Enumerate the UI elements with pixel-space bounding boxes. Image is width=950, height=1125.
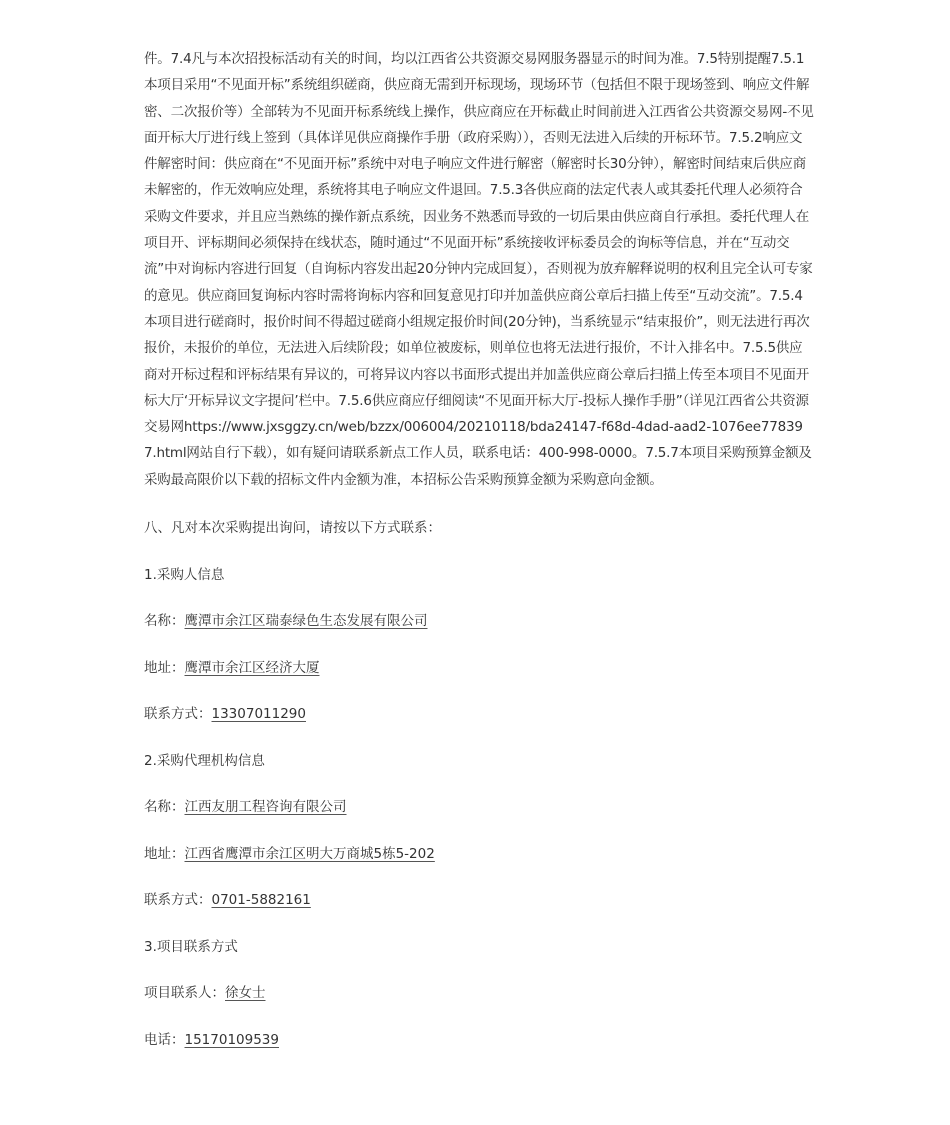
purchaser-name-label: 名称：: [144, 613, 185, 630]
purchaser-contact-row: [144, 704, 814, 724]
project-contact-heading: 3.项目联系方式: [144, 938, 238, 955]
agency-heading: 2.采购代理机构信息: [144, 752, 265, 769]
project-person-label: 项目联系人：: [144, 985, 225, 1002]
agency-name-row: [144, 797, 814, 817]
project-phone-value: 15170109539: [184, 1031, 279, 1048]
agency-contact-row: [144, 890, 814, 910]
agency-address-label: 地址：: [144, 845, 185, 862]
purchaser-address-label: 地址：: [144, 659, 185, 676]
purchaser-address-value: 鹰潭市余江区经济大厦: [184, 659, 320, 676]
purchaser-name-row: [144, 611, 814, 631]
purchaser-name-value: 鹰潭市余江区瑞泰绿色生态发展有限公司: [184, 613, 428, 630]
agency-name-label: 名称：: [144, 799, 185, 816]
agency-address-value: 江西省鹰潭市余江区明大万商城5栋5-202: [184, 845, 435, 862]
contact-section-heading: 八、凡对本次采购提出询问，请按以下方式联系：: [144, 520, 441, 537]
purchaser-heading: 1.采购人信息: [144, 566, 225, 583]
project-phone-row: [144, 1030, 814, 1050]
project-person-row: [144, 983, 814, 1003]
purchaser-contact-label: 联系方式：: [144, 706, 212, 723]
purchaser-address-row: [144, 658, 814, 678]
agency-name-value: 江西友朋工程咨询有限公司: [184, 799, 347, 816]
purchaser-contact-value: 13307011290: [211, 706, 306, 723]
agency-contact-label: 联系方式：: [144, 892, 212, 909]
notice-body-text: 件。7.4凡与本次招投标活动有关的时间，均以江西省公共资源交易网服务器显示的时间为准。7.5特别提醒7.5.1本项目采用“不见面开标”系统组织磋商，供应商无需到开标现场，现场环节（包括但不限于现场签到、响应文件解密、二次报价等）全部转为不见面开标系统线上操作，供应商应在开标截止时间前进入江西省公共资源交易网-不见面开标大厅进行线上签到（具体详见供应商操作手册（政府采购）），否则无法进入后续的开标环节。7.5.2响应文件解密时间：供应商在“不见面开标”系统中对电子响应文件进行解密（解密时长30分钟），解密时间结束后供应商未解密的，作无效响应处理，系统将其电子响应文件退回。7.5.3各供应商的法定代表人或其委托代理人必须符合采购文件要求，并且应当熟练的操作新点系统，因业务不熟悉而导致的一切后果由供应商自行承担。委托代理人在项目开、评标期间必须保持在线状态，随时通过“不见面开标”系统接收评标委员会的询标等信息，并在“互动交流”中对询标内容进行回复（自询标内容发出起20分钟内完成回复），否则视为放弃解释说明的权利且完全认可专家的意见。供应商回复询标内容时需将询标内容和回复意见打印并加盖供应商公章后扫描上传至“互动交流”。7.5.4本项目进行磋商时，报价时间不得超过磋商小组规定报价时间(20分钟)，当系统显示“结束报价”，则无法进行再次报价，未报价的单位，无法进入后续阶段；如单位被废标，则单位也将无法进行报价，不计入排名中。7.5.5供应商对开标过程和评标结果有异议的，可将异议内容以书面形式提出并加盖供应商公章后扫描上传至本项目不见面开标大厅‘开标异议文字提问’栏中。7.5.6供应商应仔细阅读“不见面开标大厅-投标人操作手册”（详见江西省公共资源交易网https://www.jxsggzy.cn/web/bzzx/006004/20210118/bda24147-f68d-4dad-aad2-1076ee778397.html网站自行下载），如有疑问请联系新点工作人员，联系电话：400-998-0000。7.5.7本项目采购预算金额及采购最高限价以下载的招标文件内金额为准，本招标公告采购预算金额为采购意向金额。: [144, 51, 814, 488]
project-person-value: 徐女士: [225, 985, 266, 1002]
project-phone-label: 电话：: [144, 1031, 185, 1048]
agency-contact-value: 0701-5882161: [211, 892, 311, 909]
agency-address-row: [144, 844, 814, 864]
notice-content: [144, 46, 814, 1050]
